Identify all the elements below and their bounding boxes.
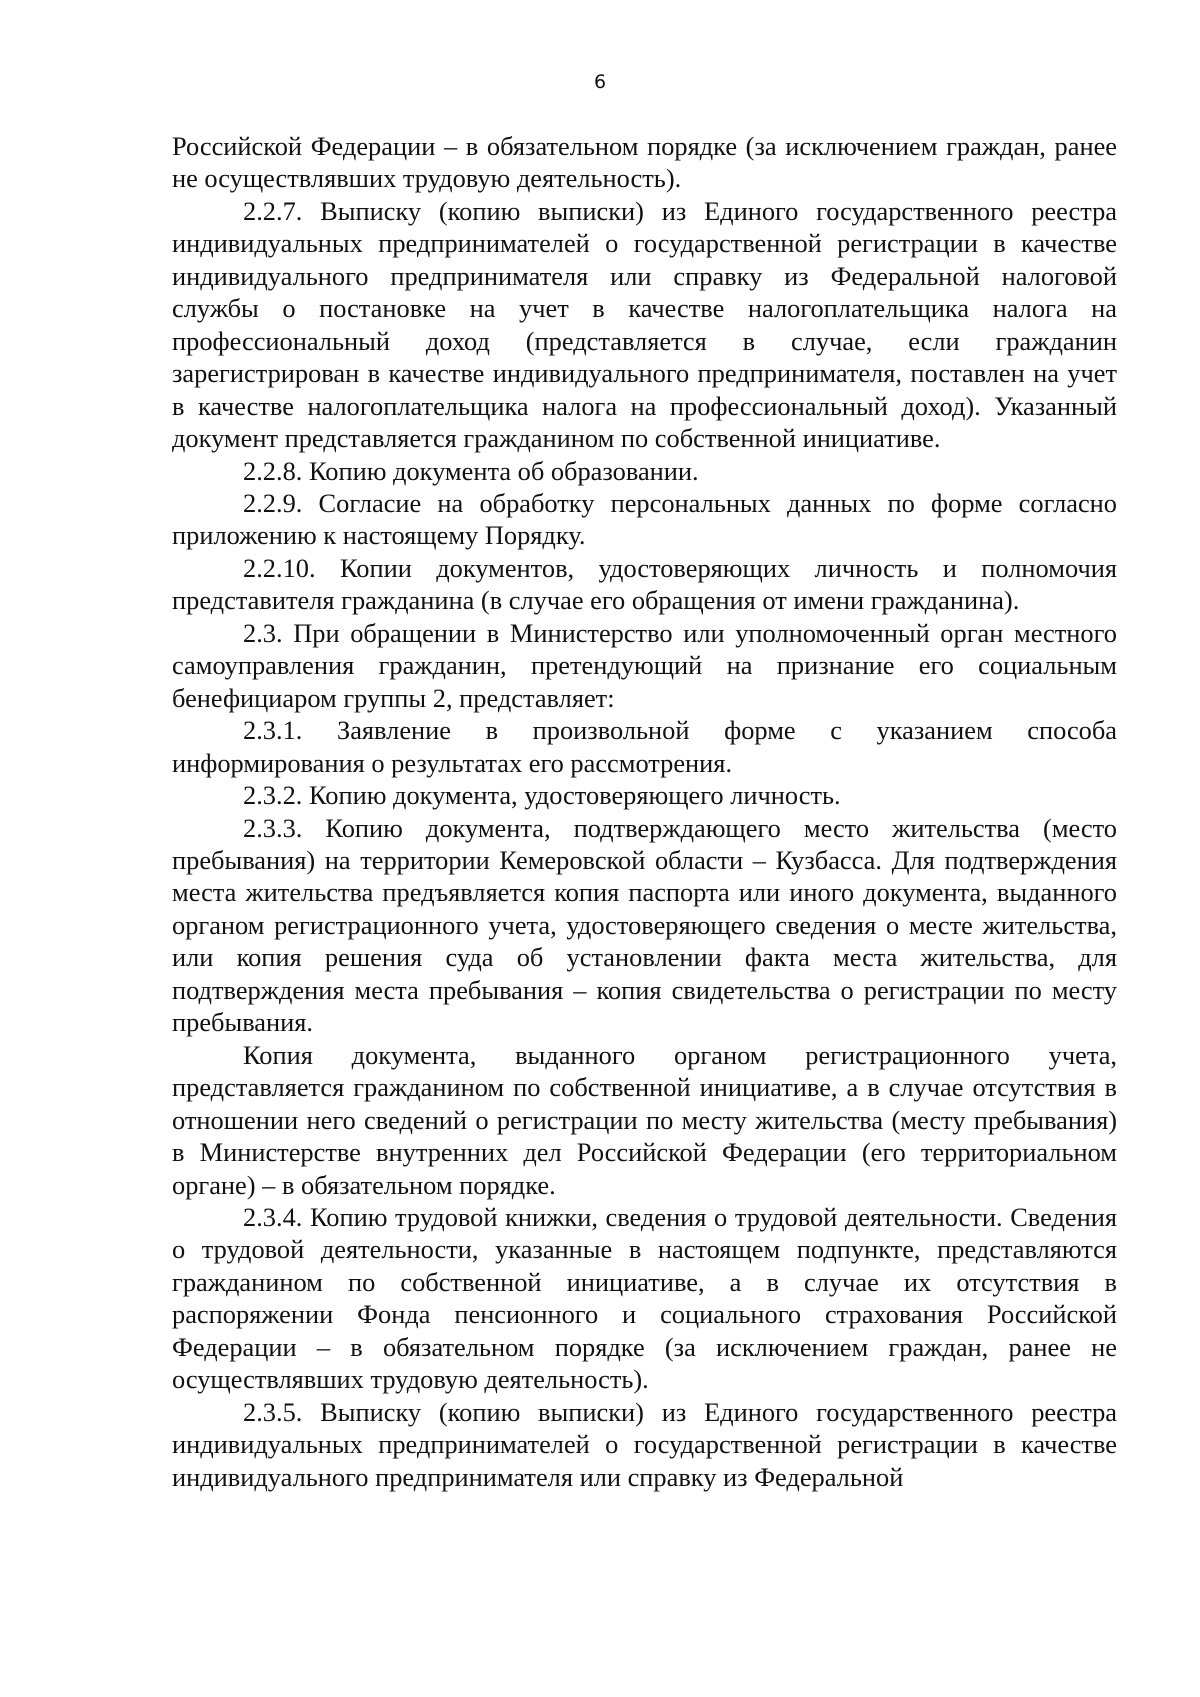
paragraph-2-3-2: 2.3.2. Копию документа, удостоверяющего личность. <box>243 780 841 811</box>
paragraph-2-2-8: 2.2.8. Копию документа об образовании. <box>243 455 699 486</box>
paragraph-registration-copy: Копия документа, выданного органом регистрационного учета, представляется гражданином по собственной инициативе, а в случае отсутствия в отношении него сведений о регистрации по месту жительства (месту пребывания) в Министерстве внутренних дел Российской Федерации (его территориальном органе) – в обязательном порядке. <box>172 1039 1117 1200</box>
paragraph-2-3-5: 2.3.5. Выписку (копию выписки) из Единого государственного реестра индивидуальных предпринимателей о государственной регистрации в качестве индивидуального предпринимателя или справку из Федеральной <box>172 1396 1117 1492</box>
paragraph-2-3: 2.3. При обращении в Министерство или уполномоченный орган местного самоуправления гражданин, претендующий на признание его социальным бенефициаром группы 2, представляет: <box>172 617 1117 713</box>
paragraph-2-2-9: 2.2.9. Согласие на обработку персональных данных по форме согласно приложению к настоящему Порядку. <box>172 487 1117 551</box>
paragraph-continuation: Российской Федерации – в обязательном порядке (за исключением граждан, ранее не осуществлявших трудовую деятельность). <box>172 131 1117 194</box>
page-number: 6 <box>593 71 607 93</box>
paragraph-2-3-3: 2.3.3. Копию документа, подтверждающего место жительства (место пребывания) на территории Кемеровской области – Кузбасса. Для подтверждения места жительства предъявляется копия паспорта или иного документа, выданного органом регистрационного учета, удостоверяющего сведения о месте жительства, или копия решения суда об установлении факта места жительства, для подтверждения места пребывания – копия свидетельства о регистрации по месту пребывания. <box>172 812 1117 1038</box>
document-body <box>172 130 1117 1493</box>
paragraph-2-2-7: 2.2.7. Выписку (копию выписки) из Единого государственного реестра индивидуальных предпринимателей о государственной регистрации в качестве индивидуального предпринимателя или справку из Федеральной налоговой службы о постановке на учет в качестве налогоплательщика налога на профессиональный доход (представляется в случае, если гражданин зарегистрирован в качестве индивидуального предпринимателя, поставлен на учет в качестве налогоплательщика налога на профессиональный доход). Указанный документ представляется гражданином по собственной инициативе. <box>172 195 1117 454</box>
paragraph-2-3-4: 2.3.4. Копию трудовой книжки, сведения о трудовой деятельности. Сведения о трудовой деятельности, указанные в настоящем подпункте, представляются гражданином по собственной инициативе, а в случае их отсутствия в распоряжении Фонда пенсионного и социального страхования Российской Федерации – в обязательном порядке (за исключением граждан, ранее не осуществлявших трудовую деятельность). <box>172 1201 1117 1395</box>
paragraph-2-3-1: 2.3.1. Заявление в произвольной форме с указанием способа информирования о результатах его рассмотрения. <box>172 715 1117 778</box>
paragraph-2-2-10: 2.2.10. Копии документов, удостоверяющих личность и полномочия представителя гражданина (в случае его обращения от имени гражданина). <box>172 552 1117 616</box>
